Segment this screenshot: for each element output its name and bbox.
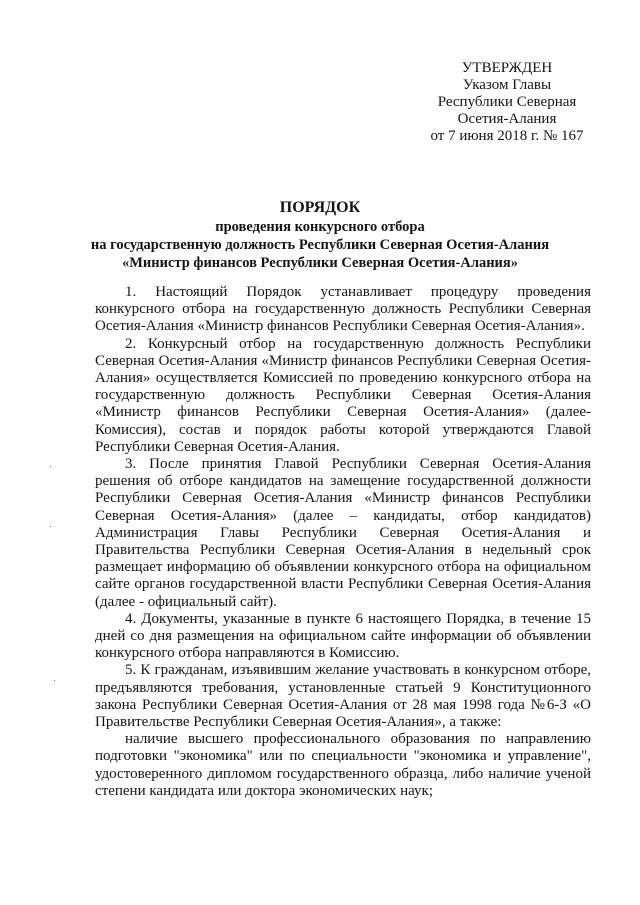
scan-speck <box>54 680 55 681</box>
paragraph-5: 5. К гражданам, изъявившим желание участвовать в конкурсном отборе, предъявляются требования, установленные статьей 9 Конституционного закона Республики Северная Осетия-Алания от 28 мая 1998 года №6-З «О Правительстве Республики Северная Осетия-Алания», а также: <box>95 662 591 731</box>
scan-speck <box>50 466 51 467</box>
approval-line: от 7 июня 2018 г. № 167 <box>430 128 584 144</box>
document-body <box>95 284 591 800</box>
title-line: проведения конкурсного отбора <box>215 219 425 235</box>
approval-line: Осетия-Алания <box>457 111 557 127</box>
approval-line: Республики Северная <box>437 94 577 110</box>
title-line: «Министр финансов Республики Северная Осетия-Алания» <box>121 255 519 271</box>
paragraph-3: 3. После принятия Главой Республики Северная Осетия-Алания решения об отборе кандидатов на замещение государственной должности Республики Северная Осетия-Алания «Министр финансов Республики Северная Осетия-Алания» (далее – кандидаты, отбор кандидатов) Администрация Главы Республики Северная Осетия-Алания и Правительства Республики Северная Осетия-Алания в недельный срок размещает информацию об объявлении конкурсного отбора на официальном сайте органов государственной власти Республики Северная Осетия-Алания (далее - официальный сайт). <box>95 456 591 610</box>
approval-stamp <box>412 60 602 145</box>
paragraph-5-item: наличие высшего профессионального образования по направлению подготовки "экономика" или по специальности "экономика и управление", удостоверенного дипломом государственного образца, либо наличие ученой степени кандидата или доктора экономических наук; <box>95 731 591 799</box>
approval-line: Указом Главы <box>462 77 552 93</box>
scan-speck <box>50 526 51 527</box>
document-title <box>80 198 560 272</box>
title-heading: ПОРЯДОК <box>279 199 361 216</box>
paragraph-1: 1. Настоящий Порядок устанавливает процедуру проведения конкурсного отбора на государственную должность Республики Северная Осетия-Алания «Министр финансов Республики Северная Осетия-Алания». <box>95 284 591 335</box>
paragraph-4: 4. Документы, указанные в пункте 6 настоящего Порядка, в течение 15 дней со дня размещения на официальном сайте информации об объявлении конкурсного отбора направляются в Комиссию. <box>95 610 591 662</box>
paragraph-2: 2. Конкурсный отбор на государственную должность Республики Северная Осетия-Алания «Министр финансов Республики Северная Осетия-Алания» осуществляется Комиссией по проведению конкурсного отбора на государственную должность Республики Северная Осетия-Алания «Министр финансов Республики Северная Осетия-Алания» (далее-Комиссия), состав и порядок работы которой утверждаются Главой Республики Северная Осетия-Алания. <box>95 335 591 455</box>
approval-line: УТВЕРЖДЕН <box>461 60 553 76</box>
title-line: на государственную должность Республики Северная Осетия-Алания <box>90 237 550 253</box>
